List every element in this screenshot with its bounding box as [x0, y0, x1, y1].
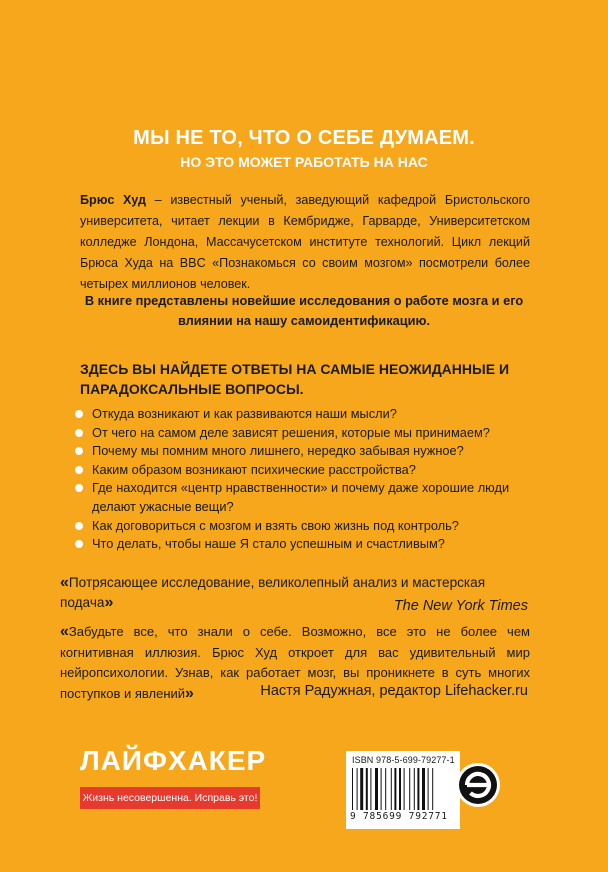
question-text: Откуда возникают и как развиваются наши мысли?: [92, 406, 397, 421]
isbn-text: ISBN 978-5-699-79277-1: [352, 755, 455, 765]
open-quote-mark: «: [60, 574, 69, 591]
questions-list: [80, 405, 540, 554]
list-item: [80, 461, 540, 480]
barcode: [346, 751, 460, 829]
lifehacker-logo: ЛАЙФХАКЕР: [80, 745, 267, 776]
review-quote-text: Забудьте все, что знали о себе. Возможно, все это не более чем когнитивная иллюзия. Брюс Худ откроет для вас удивительный мир нейропсихологии. Узнав, как работает мозг, вы проникнете в суть многих поступков и явлений: [60, 624, 530, 701]
barcode-number: 9 785699 792771: [350, 811, 448, 822]
bullet-icon: [75, 540, 83, 548]
headline: МЫ НЕ ТО, ЧТО О СЕБЕ ДУМАЕМ.: [133, 127, 475, 149]
bullet-icon: [75, 522, 83, 530]
review-source: Настя Радужная, редактор Lifehacker.ru: [260, 683, 528, 699]
close-quote-mark: »: [104, 594, 114, 611]
question-text: Почему мы помним много лишнего, нередко забывая нужное?: [92, 443, 464, 459]
question-text: Как договориться с мозгом и взять свою жизнь под контроль?: [92, 517, 459, 533]
question-text: От чего на самом деле зависят решения, которые мы принимаем?: [92, 424, 490, 440]
bullet-icon: [75, 447, 83, 455]
list-item: [80, 479, 540, 516]
question-text: Каким образом возникают психические расстройства?: [92, 461, 416, 477]
question-text: Что делать, чтобы наше Я стало успешным и счастливым?: [92, 536, 445, 552]
book-intro: В книге представлены новейшие исследования о работе мозга и его влиянии на нашу самоидентификацию.: [84, 293, 524, 328]
barcode-bars: [352, 768, 452, 810]
list-item: [80, 517, 540, 536]
eksmo-e-logo-icon: [455, 762, 501, 808]
question-text: Где находится «центр нравственности» и почему даже хорошие люди делают ужасные вещи?: [92, 480, 510, 514]
review-source: The New York Times: [393, 598, 528, 614]
subheadline: НО ЭТО МОЖЕТ РАБОТАТЬ НА НАС: [180, 154, 428, 170]
review-quote-text: Потрясающее исследование, великолепный анализ и мастерская подача: [60, 575, 486, 610]
bullet-icon: [75, 429, 83, 437]
brand-slogan: Жизнь несовершенна. Исправь это!: [80, 787, 260, 809]
list-item: [80, 442, 540, 461]
author-bio: [80, 190, 530, 295]
open-quote-mark: «: [60, 623, 69, 640]
bullet-icon: [75, 410, 83, 418]
list-item: [80, 535, 540, 554]
questions-title: ЗДЕСЬ ВЫ НАЙДЕТЕ ОТВЕТЫ НА САМЫЕ НЕОЖИДАННЫЕ И ПАРАДОКСАЛЬНЫЕ ВОПРОСЫ.: [80, 361, 510, 397]
close-quote-mark: »: [185, 684, 194, 702]
author-name: Брюс Худ: [80, 193, 146, 207]
list-item: [80, 405, 540, 424]
bullet-icon: [75, 484, 83, 492]
bullet-icon: [75, 466, 83, 474]
author-bio-text: – известный ученый, заведующий кафедрой Бристольского университета, читает лекции в Кембридже, Гарварде, Университетском колледже Лондона, Массачусетском институте технологий. Цикл лекций Брюса Худа на BBC «Познакомься со своим мозгом» посмотрели более четырех миллионов человек.: [80, 193, 530, 291]
list-item: [80, 424, 540, 443]
